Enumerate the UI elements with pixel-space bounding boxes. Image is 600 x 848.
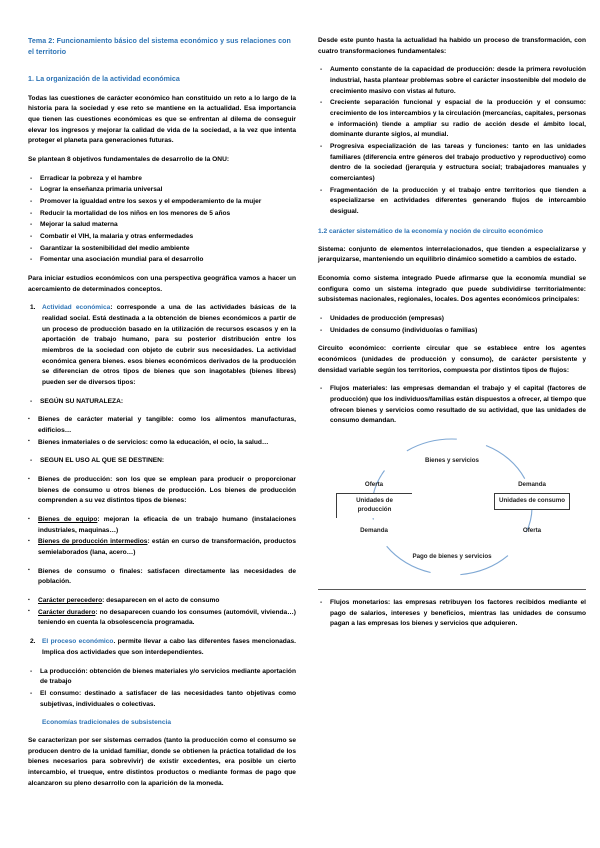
economia-text: Puede afirmarse que la economía mundial se configura como un sistema integrado que puede subdividirse territorialmente: subsistemas nacionales, regionales, locales. Dos agentes económicos principales: [318, 274, 586, 304]
list-item [318, 142, 586, 185]
naturaleza-items [28, 415, 296, 448]
list-item: - Fomentar una asociación mundial para el desarrollo [28, 255, 296, 266]
concept-item-proceso-economico [28, 637, 296, 658]
diagram-box-unidades-consumo: Unidades de consumo [494, 493, 570, 510]
item-bold: Bienes de equipo [38, 516, 98, 524]
consumo-item [28, 567, 296, 588]
transform-lead-text: Desde este punto hasta la actualidad ha habido un proceso de transformación, con cuatro transformaciones fundamentales: [318, 37, 586, 55]
flujos-materiales-list [318, 384, 586, 427]
proceso-items [28, 667, 296, 711]
economia-paragraph [318, 274, 586, 306]
right-column [318, 36, 586, 828]
agentes-list [318, 314, 586, 336]
item-bold: Bienes inmateriales o de servicios [38, 438, 146, 446]
list-item: - Erradicar la pobreza y el hambre [28, 174, 296, 185]
item-bold: Aumento constante de la capacidad de producción [330, 66, 493, 74]
section-heading-1-2: 1.2 carácter sistemático de la economía y noción de circuito económico [318, 227, 543, 235]
sistema-label: Sistema [318, 245, 344, 253]
transformations-list [318, 65, 586, 217]
diagram-label-oferta-right: Oferta [522, 527, 542, 535]
item-rest: : tanto en las unidades familiares (diferencia entre géneros del trabajo productivo y reproductivo) como dentro de la sociedad (jerarquía y estructura social; trabajadores manuales y comerciantes) [330, 143, 586, 183]
list-item: - Garantizar la sostenibilidad del medio ambiente [28, 244, 296, 255]
horizontal-divider [318, 589, 586, 590]
item-bold: Carácter duradero [38, 608, 96, 616]
item-rest: : destinado a satisfacer de las necesidades tanto objetivas como subjetivas, individuales o colectivas. [40, 689, 296, 708]
item-bold: Bienes de carácter material y tangible [38, 416, 172, 424]
naturaleza-heading: - SEGÚN SU NATURALEZA: [28, 397, 296, 408]
list-item [28, 438, 296, 449]
concept-text-proceso-economico: . permite llevar a cabo las diferentes fases mencionadas. Implica dos actividades que son interdependientes. [42, 638, 296, 656]
diagram-label-demanda-left: Demanda [360, 527, 388, 535]
diagram-label-demanda-right: Demanda [518, 481, 546, 489]
item-rest: : desaparecen en el acto de consumo [102, 597, 220, 605]
circuito-paragraph [318, 344, 586, 376]
consumo-subitems [28, 596, 296, 629]
concepts-numbered-list [28, 303, 296, 388]
sistema-paragraph [318, 245, 586, 266]
item-bold: Bienes de producción intermedios [38, 538, 148, 546]
produccion-subitems [28, 515, 296, 559]
diagram-label-bienes-servicios: Bienes y servicios [424, 457, 479, 465]
subsistencia-paragraph: Se caracterizan por ser sistemas cerrados (tanto la producción como el consumo se producen dentro de la unidad familiar, donde se obtienen la práctica totalidad de los bienes necesarios para sobrevivir) de existir excedentes, era posible un cierto intercambio, el trueque, entre distintos productos o mediante formas de pago que alcanzaron su pleno desarrollo con la aparición de la moneda. [28, 737, 296, 787]
item-bold: La producción [40, 667, 86, 675]
item-bold: Carácter perecedero [38, 597, 103, 605]
concepts-numbered-list-2 [28, 637, 296, 658]
produccion-item [28, 475, 296, 507]
item-bold: Progresiva especialización de las tareas y funciones [330, 143, 507, 151]
concepts-lead-text: Para iniciar estudios económicos con una perspectiva geográfica vamos a hacer un acercamiento de determinados conceptos. [28, 275, 296, 293]
list-item [28, 475, 296, 507]
item-rest: : son los que se emplean para producir o proporcionar bienes de consumo u otros bienes de producción. Los bienes de producción comprenden a su vez distintos tipos de bienes: [38, 476, 296, 505]
list-item: - Lograr la enseñanza primaria universal [28, 185, 296, 196]
item-bold: El consumo [40, 689, 79, 697]
subsistencia-heading: Economías tradicionales de subsistencia [42, 719, 171, 727]
item-rest: : crecimiento de los intercambios y la circulación (mercancías, capitales, personas e información) tiende a ampliar su radio de acción desde el ámbito local, dominante durante siglos, al mundial. [330, 99, 586, 139]
diagram-label-oferta-left: Oferta [364, 481, 384, 489]
onu-objectives-list [28, 174, 296, 266]
document-title: Tema 2: Funcionamiento básico del sistema económico y sus relaciones con el territorio [28, 37, 291, 56]
list-item [318, 65, 586, 97]
item-rest: entre territorios que tienden a especializarse en actividades diferentes generando flujos de intercambio desigual. [330, 186, 587, 216]
list-item: - Promover la igualdad entre los sexos y el empoderamiento de la mujer [28, 197, 296, 208]
list-item [28, 415, 296, 436]
item-bold: Flujos monetarios [330, 599, 389, 607]
item-rest: : satisfacen directamente las necesidades de población. [38, 567, 296, 586]
item-rest: : como la educación, el ocio, la salud… [145, 438, 269, 446]
onu-lead-text: Se plantean 8 objetivos fundamentales de desarrollo de la ONU: [28, 155, 230, 163]
list-item: - Reducir la mortalidad de los niños en los menores de 5 años [28, 209, 296, 220]
uso-heading: - SEGUN EL USO AL QUE SE DESTINEN: [28, 456, 296, 467]
naturaleza-group [28, 397, 296, 408]
item-bold: Bienes de consumo o finales [38, 567, 141, 575]
list-item [318, 598, 586, 630]
list-item [28, 537, 296, 558]
item-rest: : obtención de bienes materiales y/o servicios mediante aportación de trabajo [40, 667, 296, 686]
item-rest: : desde la primera revolución industrial, hasta plantear problemas sobre el carácter insostenible del modelo de crecimiento masivo con vistas al futuro. [330, 66, 586, 95]
flujos-monetarios-list [318, 598, 586, 630]
sistema-text: : conjunto de elementos interrelacionados, que tienden a especializarse y jerarquizarse, manteniendo un equilibrio dinámico sometido a cambios de estado. [318, 245, 586, 264]
list-item [318, 98, 586, 141]
list-item [28, 608, 296, 629]
list-item [28, 667, 296, 688]
intro-paragraph: Todas las cuestiones de carácter económico han constituido un reto a lo largo de la historia para la sociedad y ese reto se mantiene en la actualidad. Esa importancia que tienen las cuestiones económicas es que se enfrentan al dilema de conseguir elevar los ingresos y mejorar la calidad de vida de la sociedad, a la vez que intenta proteger el planeta para generaciones futuras. [28, 94, 296, 145]
concept-label-proceso-economico: El proceso económico [42, 638, 114, 646]
item-rest: : las empresas retribuyen los factores recibidos mediante el pago de salarios, intereses y beneficios, mientras las unidades de consumo pagan a las empresas los bienes y servicios que adquieren. [330, 599, 587, 628]
uso-group [28, 456, 296, 467]
item-rest: : las empresas demandan el trabajo y el capital (factores de producción) que los individuos/familias están dispuestos a ofrecer, al tiempo que ofrecen bienes y servicios como resultado de su actividad, que las unidades de consumo demandan. [330, 385, 587, 425]
economia-label: Economía como sistema integrado [318, 274, 433, 282]
list-item [28, 596, 296, 607]
circuito-text: : corriente circular que se establece entre los agentes económicos (unidades de producción y consumo), de carácter persistente y densidad variable según los territorios, compuesta por distintos tipos de flujos: [318, 345, 586, 374]
item-bold: Flujos materiales [330, 385, 386, 393]
diagram-box-unidades-produccion: Unidades de producción [336, 493, 412, 518]
list-item: - Unidades de producción (empresas) [318, 314, 586, 325]
list-item [318, 186, 586, 218]
list-item [28, 567, 296, 588]
list-item: - Unidades de consumo (individuo/as o familias) [318, 326, 586, 337]
item-rest: : están en curso de transformación, productos semielaborados (lana, acero…) [38, 538, 296, 557]
list-item [28, 689, 296, 710]
concept-label-actividad-economica: Actividad económica [42, 304, 111, 312]
list-item: - Mejorar la salud materna [28, 220, 296, 231]
list-item [28, 515, 296, 536]
circular-flow-diagram [318, 435, 586, 585]
list-item: - Combatir el VIH, la malaria y otras enfermedades [28, 232, 296, 243]
item-rest: : mejoran la eficacia de un trabajo humano (instalaciones industriales, maquinas…) [38, 516, 297, 534]
item-bold: Fragmentación de la producción y el trabajo [330, 186, 481, 194]
list-item [318, 384, 586, 427]
left-column [28, 36, 296, 828]
circuito-label: Circuito económico [318, 345, 384, 353]
item-rest: : no desaparecen cuando los consumes (automóvil, vivienda…) teniendo en cuenta la obsolescencia programada. [38, 608, 296, 627]
section-heading-1: 1. La organización de la actividad económica [28, 74, 180, 83]
item-bold: Bienes de producción [38, 476, 111, 484]
item-rest: : como los alimentos manufacturas, edificios… [38, 416, 296, 435]
item-bold: Creciente separación funcional y espacial de la producción y el consumo [330, 99, 584, 107]
diagram-label-pago-bienes-servicios: Pago de bienes y servicios [412, 553, 492, 561]
concept-text-actividad-economica: : corresponde a una de las actividades básicas de la realidad social. Está destinada a la obtención de bienes económicos a partir de un proceso de producción basado en la utilización de recursos escasos y en la aportación de trabajo humano, para su posterior distribución entre los miembros de la sociedad con objeto de cubrir sus necesidades. La actividad económica genera bienes. esos bienes económicos derivados de la producción se diferencian de otros tipos de bienes que son inagotables (bienes libres) pueden ser de diversos tipos: [42, 304, 296, 387]
concept-item-actividad-economica [28, 303, 296, 388]
two-column-layout [28, 36, 587, 828]
